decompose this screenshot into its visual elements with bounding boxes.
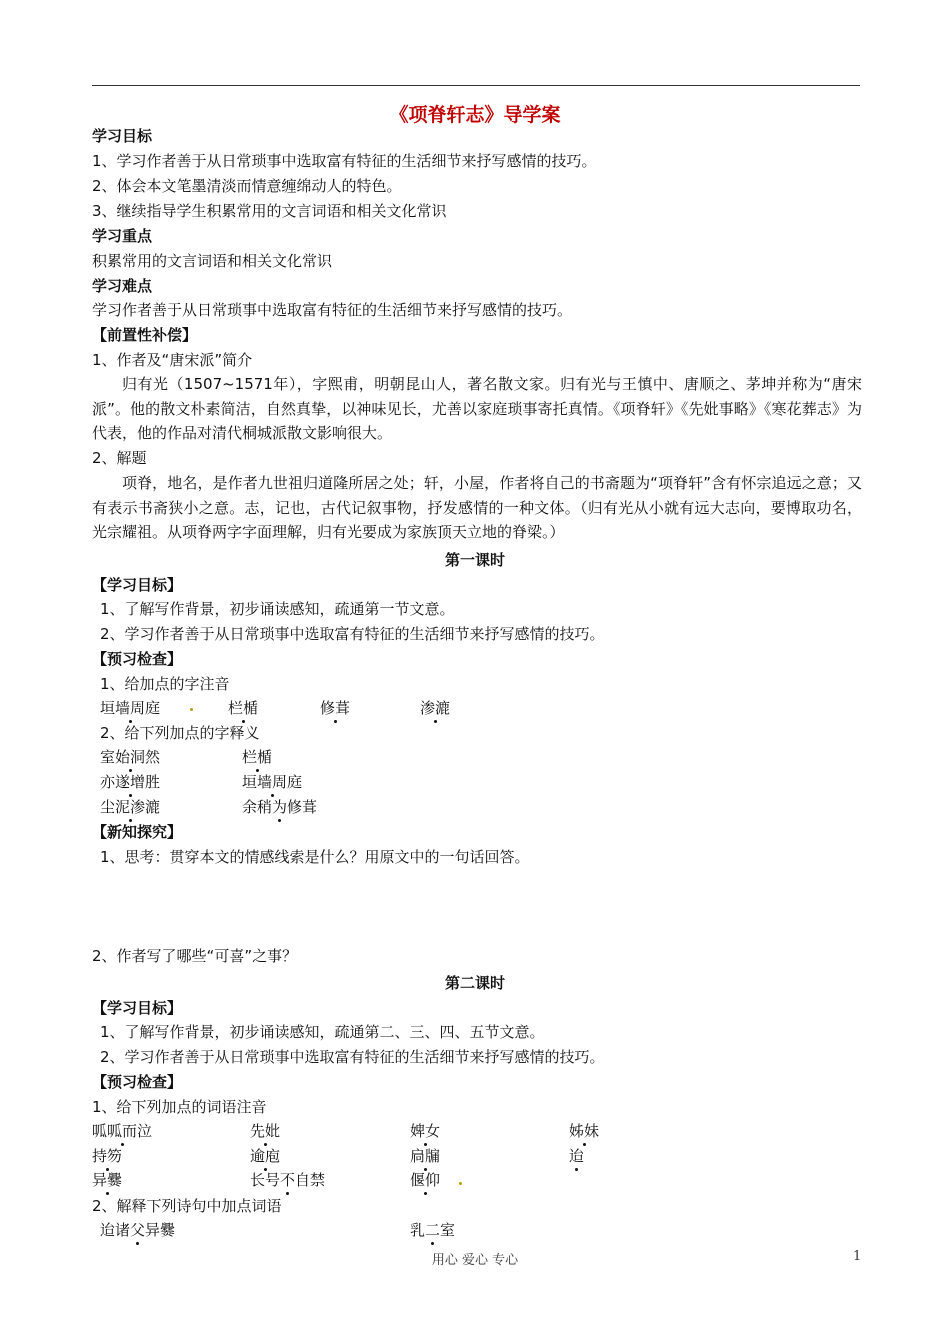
page-number: 1 [853,1249,862,1264]
lesson1-q1-item [320,698,350,718]
stray-mark [459,1182,462,1185]
lesson2-q1-item [410,1146,440,1166]
difficulty-heading: 学习难点 [92,277,153,295]
lesson2-q2-item [410,1220,455,1240]
lesson2-goals-heading: 【学习目标】 [92,999,183,1017]
lesson1-q2-item [242,747,272,767]
lesson2-q1-text: 长号不自禁 [250,1171,326,1189]
lesson2-q1-text: 先妣 [250,1122,281,1140]
lesson1-q2-item [242,797,317,817]
lesson2-preview-heading: 【预习检查】 [92,1073,183,1091]
lesson2-q1-item [410,1121,440,1141]
stray-mark [190,708,193,711]
footer-text: 用心 爱心 专心 [431,1253,519,1268]
lesson2-q1-text: 扃牖 [410,1147,441,1165]
lesson1-q1-text: 垣墙周庭 [100,699,161,717]
lesson2-q1: 1、给下列加点的词语注音 [92,1098,267,1116]
lesson2-goal-1: 1、了解写作背景，初步诵读感知，疏通第二、三、四、五节文意。 [100,1023,545,1041]
header-rule [92,85,860,86]
page-title: 《项脊轩志》导学案 [389,104,561,126]
lesson1-q2-text: 室始洞然 [100,748,161,766]
goals-heading: 学习目标 [92,127,153,145]
lesson1-q1-text: 修葺 [320,699,351,717]
lesson2-q2-text: 乳二室 [410,1221,456,1239]
lesson2-q1-item [250,1121,280,1141]
lesson1-q1-item [100,698,160,718]
think-question-2: 2、作者写了哪些“可喜”之事？ [92,947,298,965]
lesson2-q1-text: 异爨 [92,1171,123,1189]
author-paragraph: 归有光（1507~1571年），字熙甫，明朝昆山人，著名散文家。归有光与王慎中、唐顺之、茅坤并称为“唐宋派”。他的散文朴素简洁，自然真挚，以神味见长，尤善以家庭琐事寄托真情。《项脊轩》《先妣事略》《寒花葬志》为代表，他的作品对清代桐城派散文影响很大。 [92,375,862,442]
lesson1-q1-item [420,698,450,718]
think-question-1: 1、思考：贯穿本文的情感线索是什么？用原文中的一句话回答。 [100,848,530,866]
lesson2-q2: 2、解释下列诗句中加点词语 [92,1197,282,1215]
lesson1-q2-text: 亦遂增胜 [100,773,161,791]
goal-3: 3、继续指导学生积累常用的文言词语和相关文化常识 [92,202,447,220]
lesson2-q1-item [250,1146,280,1166]
lesson1-q1-item [228,698,258,718]
explain-paragraph: 项脊，地名，是作者九世祖归道隆所居之处；轩，小屋，作者将自己的书斋题为“项脊轩”含有怀宗追远之意；又有表示书斋狭小之意。志，记也，古代记叙事物，抒发感情的一种文体。（归有光从小就有远大志向，要博取功名，光宗耀祖。从项脊两字字面理解，归有光要成为家族顶天立地的脊梁。） [92,474,862,541]
lesson1-q2-text: 垣墙周庭 [242,773,303,791]
goal-1: 1、学习作者善于从日常琐事中选取富有特征的生活细节来抒写感情的技巧。 [92,152,597,170]
lesson1-q2: 2、给下列加点的字释义 [100,724,260,742]
lesson1-goals-heading: 【学习目标】 [92,576,183,594]
lesson2-q1-item [410,1170,440,1190]
lesson2-q1-text: 姊妹 [569,1122,600,1140]
lesson2-q1-item [92,1146,122,1166]
explain-heading: 2、解题 [92,449,147,467]
lesson2-q2-text: 迨诸父异爨 [100,1221,176,1239]
lesson2-q1-text: 迨 [569,1147,585,1165]
lesson1-goal-1: 1、了解写作背景，初步诵读感知，疏通第一节文意。 [100,600,455,618]
lesson1-q2-text: 栏楯 [242,748,273,766]
lesson1-q2-text: 尘泥渗漉 [100,798,161,816]
lesson1-heading: 第一课时 [444,551,505,569]
lesson2-goal-2: 2、学习作者善于从日常琐事中选取富有特征的生活细节来抒写感情的技巧。 [100,1048,605,1066]
lesson2-heading: 第二课时 [444,974,505,992]
lesson2-q1-item [569,1146,584,1166]
lesson2-q1-text: 偃仰 [410,1171,441,1189]
lesson2-q2-item [100,1220,175,1240]
lesson2-q1-item [569,1121,599,1141]
focus-text: 积累常用的文言词语和相关文化常识 [92,252,333,270]
lesson2-q1-item [92,1121,152,1141]
lesson2-q1-text: 持笏 [92,1147,123,1165]
lesson2-q1-text: 婢女 [410,1122,441,1140]
lesson1-q1-text: 栏楯 [228,699,259,717]
lesson1-q2-item [242,772,302,792]
lesson1-q1: 1、给加点的字注音 [100,675,230,693]
lesson1-q2-item [100,797,160,817]
lesson1-q2-text: 余稍为修葺 [242,798,318,816]
lesson1-q2-item [100,747,160,767]
lesson1-q2-item [100,772,160,792]
new-knowledge-heading: 【新知探究】 [92,823,183,841]
goal-2: 2、体会本文笔墨清淡而情意缠绵动人的特色。 [92,177,402,195]
lesson2-q1-text: 呱呱而泣 [92,1122,153,1140]
lesson2-q1-item [250,1170,325,1190]
difficulty-text: 学习作者善于从日常琐事中选取富有特征的生活细节来抒写感情的技巧。 [92,301,573,319]
lesson1-preview-heading: 【预习检查】 [92,650,183,668]
pre-heading: 【前置性补偿】 [92,326,198,344]
focus-heading: 学习重点 [92,227,153,245]
lesson2-q1-text: 逾庖 [250,1147,281,1165]
lesson2-q1-item [92,1170,122,1190]
lesson1-goal-2: 2、学习作者善于从日常琐事中选取富有特征的生活细节来抒写感情的技巧。 [100,625,605,643]
lesson1-q1-text: 渗漉 [420,699,451,717]
author-heading: 1、作者及“唐宋派”简介 [92,351,253,369]
